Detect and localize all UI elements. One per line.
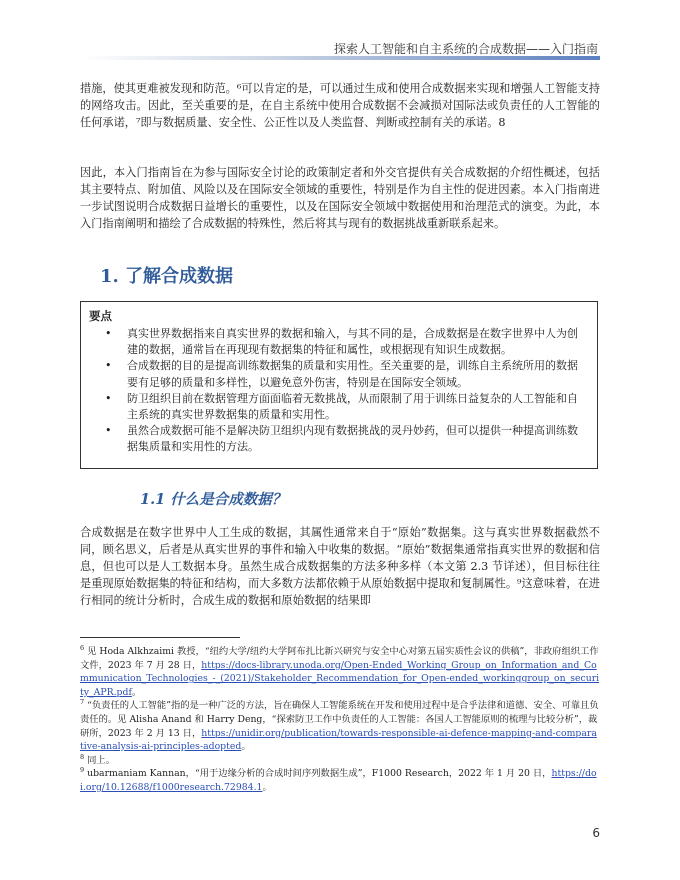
page-number: 6 bbox=[592, 826, 600, 840]
intro-paragraph-2: 因此，本入门指南旨在为参与国际安全讨论的政策制定者和外交官提供有关合成数据的介绍性概述，包括其主要特点、附加值、风险以及在国际安全领域的重要性，特别是作为自主性的促进因素。本入门指南进一步试图说明合成数据日益增长的重要性，以及在国际安全领域中数据使用和治理范式的演变。为此，本入门指南阐明和描绘了合成数据的特殊性，然后将其与现有的数据挑战重新联系起来。 bbox=[80, 166, 600, 230]
footnotes bbox=[80, 645, 600, 795]
bullet-icon: • bbox=[105, 359, 112, 373]
footnote-link[interactable]: https://docs-library.unoda.org/Open-Ended_Working_Group_on_Information_and_Communication_Technologies_-_(2021)/Stakeholder_Recommendation_for_Open-ended_workinggroup_on_security_APR.pdf bbox=[80, 659, 600, 698]
footnote-text: 见 Hoda Alkhzaimi 教授，“纽约大学/纽约大学阿布扎比新兴研究与安全中心对第五届实质性会议的供稿”，非政府组织工作文件，2023 年 7 月 28 日， bbox=[80, 646, 599, 671]
footnote-text: 同上。 bbox=[84, 754, 115, 766]
footnote-8 bbox=[80, 754, 600, 768]
footnote-text: ubarmaniam Kannan，“用于边缘分析的合成时间序列数据生成”，F1000 Research，2022 年 1 月 20 日， bbox=[84, 768, 552, 780]
footnote-end: 。 bbox=[131, 686, 142, 698]
footnote-6 bbox=[80, 645, 600, 699]
section-title: 1. 了解合成数据 bbox=[100, 266, 234, 287]
footnote-mark: 6 bbox=[80, 643, 85, 652]
key-point-item bbox=[105, 391, 587, 423]
key-point-text: 虽然合成数据可能不是解决防卫组织内现有数据挑战的灵丹妙药，但可以提供一种提高训练数据集质量和实用性的方法。 bbox=[127, 424, 578, 454]
body-paragraph-3: 合成数据是在数字世界中人工生成的数据，其属性通常来自于“原始”数据集。这与真实世界数据截然不同，顾名思义，后者是从真实世界的事件和输入中收集的数据。“原始”数据集通常指真实世界的数据和信息，但也可以是人工数据本身。虽然生成合成数据集的方法多种多样（本文第 2.3 节详述），但目标往往是重现原始数据集的特征和结构，而大多数方法都依赖于从原始数据中提取和复制属性。⁹这意味着，在进行相同的统计分析时，合成生成的数据和原始数据的结果即 bbox=[80, 526, 600, 607]
key-point-text: 合成数据的目的是提高训练数据集的质量和实用性。至关重要的是，训练自主系统所用的数据要有足够的质量和多样性，以避免意外伤害，特别是在国际安全领域。 bbox=[127, 359, 578, 389]
key-point-item bbox=[105, 358, 587, 390]
header-gradient-rule bbox=[80, 56, 600, 60]
key-points-list bbox=[89, 326, 587, 456]
footnote-end: 。 bbox=[262, 781, 272, 793]
bullet-icon: • bbox=[105, 327, 112, 340]
subsection-title: 1.1 什么是合成数据？ bbox=[140, 491, 287, 508]
key-points-box bbox=[80, 301, 598, 469]
footnote-mark: 8 bbox=[80, 752, 85, 761]
footnote-text: “负责任的人工智能”指的是一种广泛的方法，旨在确保人工智能系统在开发和使用过程中是合乎法律和道德、安全、可靠且负责任的。见 Alisha Anand 和 Harry Deng，“探索防卫工作中负责任的人工智能：各国人工智能原则的梳理与比较分析”，裁研所，2023 年 2 月 13 日， bbox=[80, 700, 599, 739]
footnote-mark: 9 bbox=[80, 766, 85, 775]
footnote-divider bbox=[80, 637, 240, 638]
intro-paragraph-1: 措施，使其更难被发现和防范。⁶可以肯定的是，可以通过生成和使用合成数据来实现和增强人工智能支持的网络攻击。因此，至关重要的是，在自主系统中使用合成数据不会减损对国际法或负责任的人工智能的任何承诺，⁷即与数据质量、安全性、公正性以及人类监督、判断或控制有关的承诺。8 bbox=[80, 82, 600, 129]
footnote-mark: 7 bbox=[80, 698, 85, 707]
key-point-item bbox=[105, 423, 587, 455]
footnote-link[interactable]: https://unidir.org/publication/towards-responsible-ai-defence-mapping-and-comparative-analysis-ai-principles-adopted bbox=[80, 727, 597, 753]
bullet-icon: • bbox=[105, 391, 112, 405]
bullet-icon: • bbox=[105, 424, 112, 438]
footnote-7 bbox=[80, 699, 600, 753]
key-point-text: 真实世界数据指来自真实世界的数据和输入，与其不同的是，合成数据是在数字世界中人为创建的数据，通常旨在再现现有数据集的特征和属性，或根据现有知识生成数据。 bbox=[127, 327, 578, 357]
footnote-end: 。 bbox=[241, 741, 251, 753]
running-header-title: 探索人工智能和自主系统的合成数据——入门指南 bbox=[333, 42, 598, 56]
key-point-text: 防卫组织目前在数据管理方面面临着无数挑战，从而限制了用于训练日益复杂的人工智能和自主系统的真实世界数据集的质量和实用性。 bbox=[127, 391, 578, 422]
key-point-item bbox=[105, 326, 587, 358]
key-points-heading: 要点 bbox=[89, 309, 112, 323]
footnote-9 bbox=[80, 767, 600, 794]
footnote-link[interactable]: https://doi.org/10.12688/f1000research.72984.1 bbox=[80, 768, 597, 793]
